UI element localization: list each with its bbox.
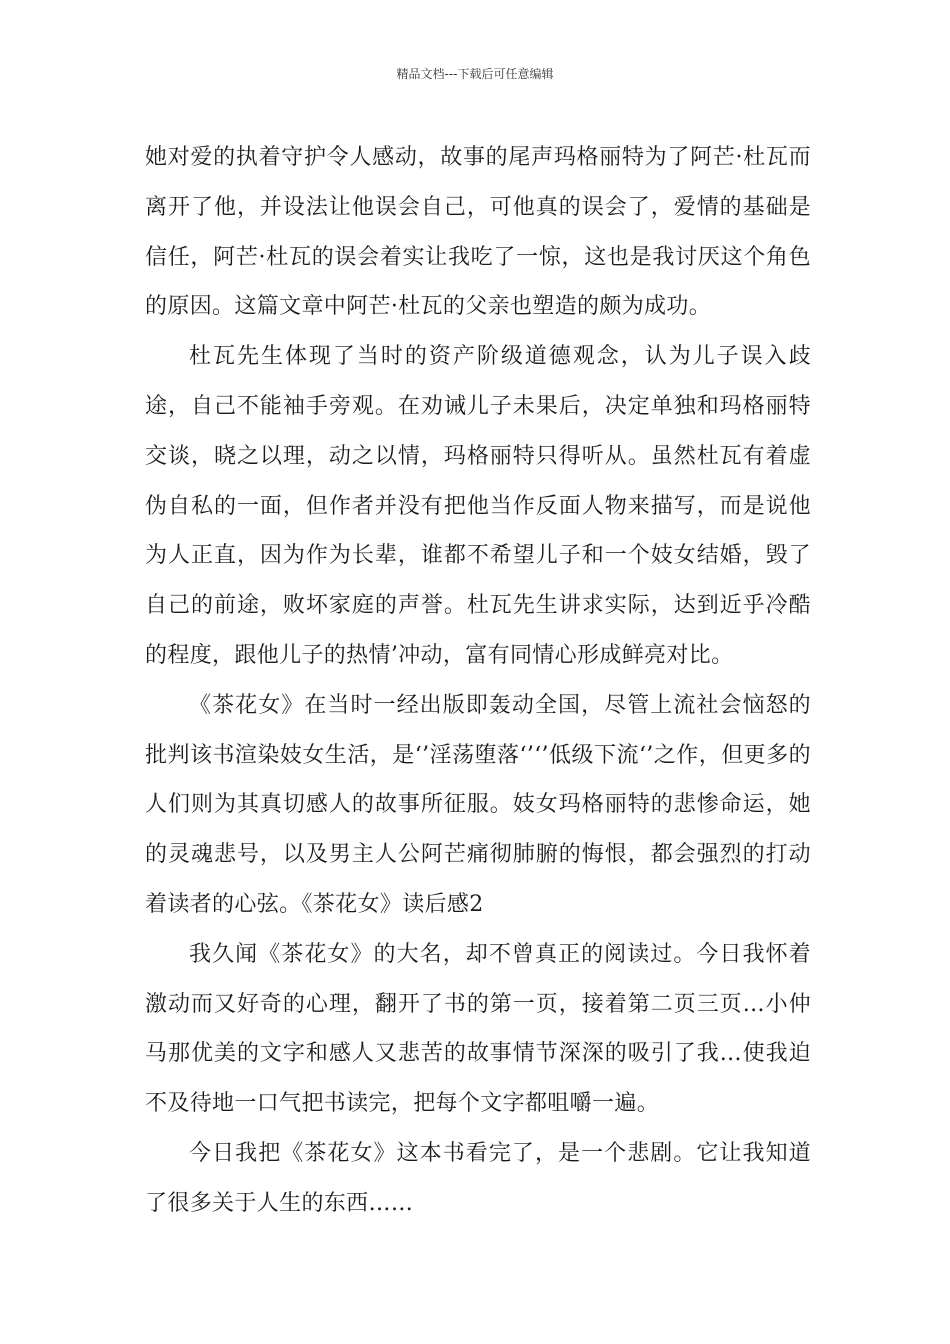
paragraph-1: 她对爱的执着守护令人感动，故事的尾声玛格丽特为了阿芒·杜瓦而离开了他，并设法让他误会自己，可他真的误会了，爱情的基础是信任，阿芒·杜瓦的误会着实让我吃了一惊，这也是我讨厌这个角色的原因。这篇文章中阿芒·杜瓦的父亲也塑造的颇为成功。 <box>145 145 811 320</box>
paragraph-5: 今日我把《茶花女》这本书看完了，是一个悲剧。它让我知道了很多关于人生的东西…… <box>145 1140 811 1216</box>
paragraph-3: 《茶花女》在当时一经出版即轰动全国，尽管上流社会恼怒的批判该书渲染妓女生活，是‘’淫荡堕落‘’‘’低级下流‘’之作，但更多的人们则为其真切感人的故事所征服。妓女玛格丽特的悲惨命运，她的灵魂悲号，以及男主人公阿芒痛彻肺腑的悔恨，都会强烈的打动着读者的心弦。《茶花女》读后感2 <box>145 692 811 917</box>
page-header: 精品文档---下载后可任意编辑 <box>396 67 554 81</box>
paragraph-4: 我久闻《茶花女》的大名，却不曾真正的阅读过。今日我怀着激动而又好奇的心理，翻开了书的第一页，接着第二页三页…小仲马那优美的文字和感人又悲苦的故事情节深深的吸引了我…使我迫不及待地一口气把书读完，把每个文字都咀嚼一遍。 <box>145 941 811 1117</box>
document-body <box>145 133 811 1229</box>
paragraph-2: 杜瓦先生体现了当时的资产阶级道德观念，认为儿子误入歧途，自己不能袖手旁观。在劝诫儿子未果后，决定单独和玛格丽特交谈，晓之以理，动之以情，玛格丽特只得听从。虽然杜瓦有着虚伪自私的一面，但作者并没有把他当作反面人物来描写，而是说他为人正直，因为作为长辈，谁都不希望儿子和一个妓女结婚，毁了自己的前途，败坏家庭的声誉。杜瓦先生讲求实际，达到近乎冷酷的程度，跟他儿子的热情’冲动，富有同情心形成鲜亮对比。 <box>145 344 811 668</box>
